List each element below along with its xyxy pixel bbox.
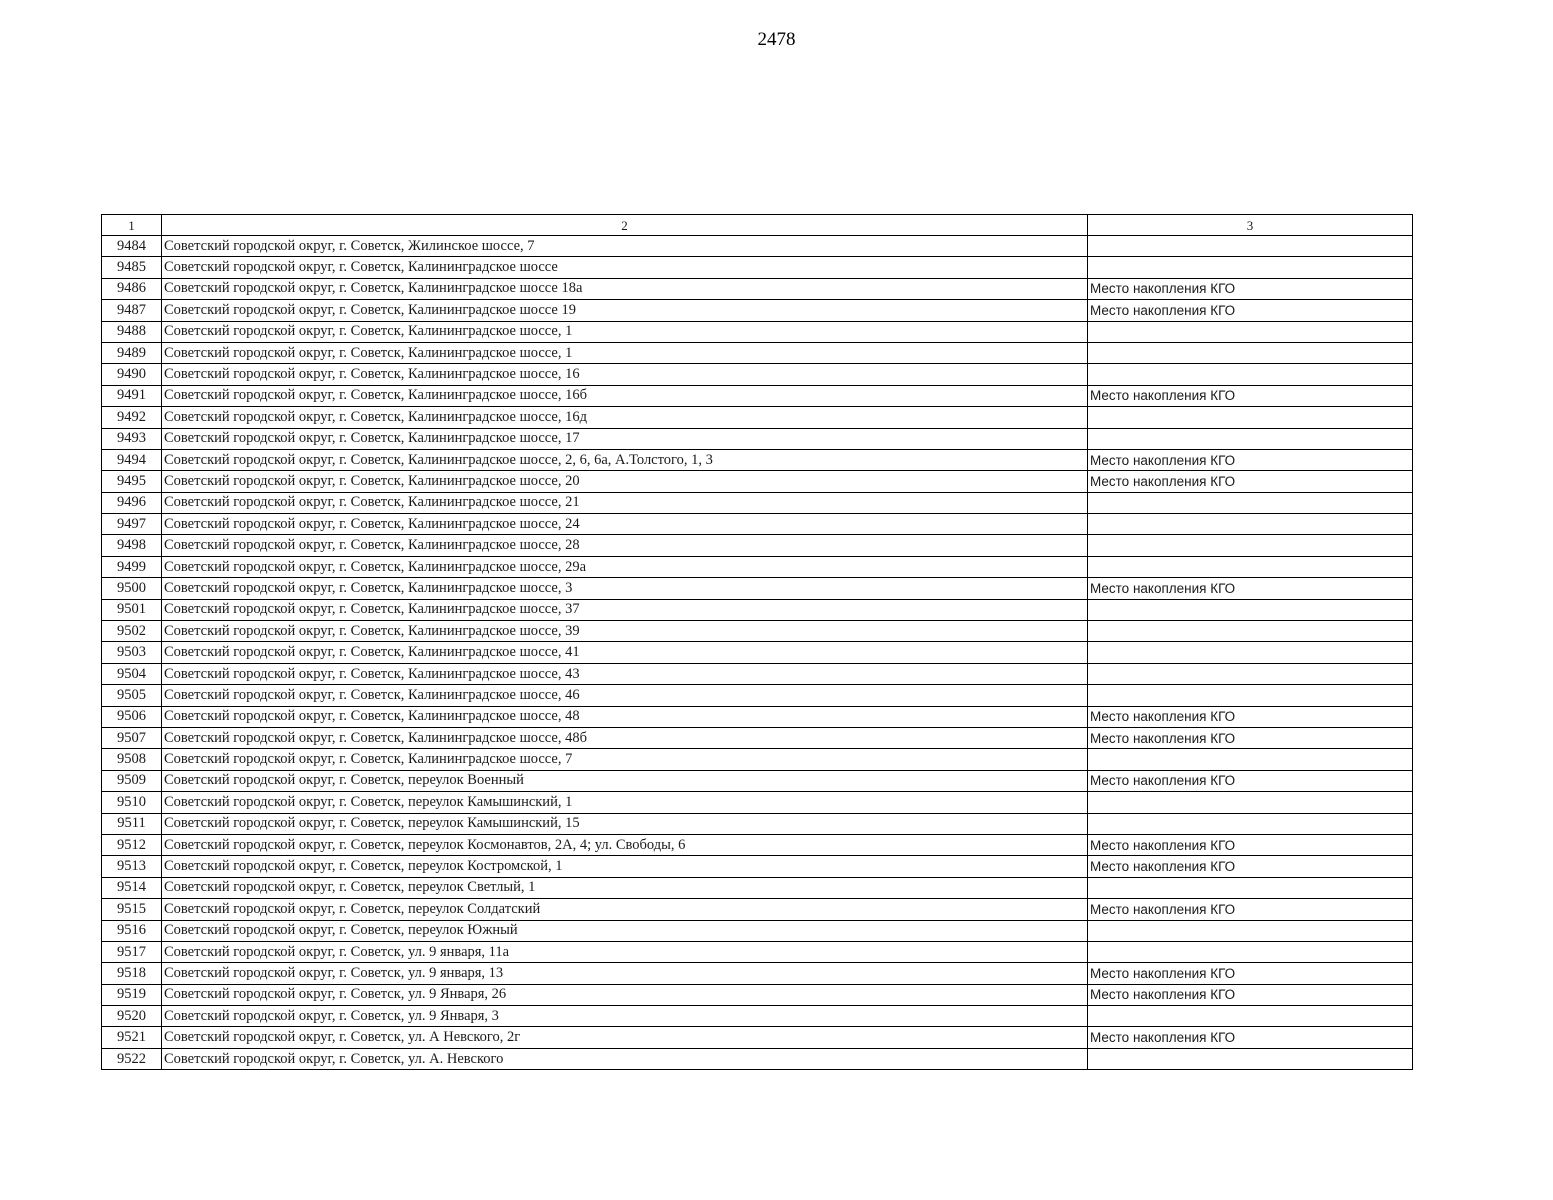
row-address-cell: Советский городской округ, г. Советск, Калининградское шоссе, 48б — [162, 727, 1088, 748]
table-row — [102, 364, 1413, 385]
row-address-cell: Советский городской округ, г. Советск, Жилинское шоссе, 7 — [162, 236, 1088, 257]
row-id-cell: 9512 — [102, 834, 162, 855]
row-note-cell — [1088, 621, 1413, 642]
table-row — [102, 920, 1413, 941]
row-note-cell — [1088, 749, 1413, 770]
row-id-cell: 9520 — [102, 1006, 162, 1027]
row-address-cell: Советский городской округ, г. Советск, Калининградское шоссе, 17 — [162, 428, 1088, 449]
row-note-cell: Место накопления КГО — [1088, 300, 1413, 321]
row-address-cell: Советский городской округ, г. Советск, Калининградское шоссе 18а — [162, 278, 1088, 299]
row-note-cell — [1088, 342, 1413, 363]
table-row — [102, 792, 1413, 813]
row-address-cell: Советский городской округ, г. Советск, Калининградское шоссе, 16 — [162, 364, 1088, 385]
row-address-cell: Советский городской округ, г. Советск, Калининградское шоссе, 3 — [162, 578, 1088, 599]
table-row — [102, 407, 1413, 428]
row-id-cell: 9521 — [102, 1027, 162, 1048]
table-row — [102, 535, 1413, 556]
table-row — [102, 428, 1413, 449]
row-note-cell: Место накопления КГО — [1088, 449, 1413, 470]
row-address-cell: Советский городской округ, г. Советск, переулок Южный — [162, 920, 1088, 941]
address-table — [101, 214, 1413, 1070]
table-row — [102, 1048, 1413, 1069]
row-note-cell: Место накопления КГО — [1088, 899, 1413, 920]
table-row — [102, 556, 1413, 577]
row-id-cell: 9486 — [102, 278, 162, 299]
row-id-cell: 9488 — [102, 321, 162, 342]
page-number: 2478 — [757, 29, 796, 50]
row-id-cell: 9507 — [102, 727, 162, 748]
table-row — [102, 621, 1413, 642]
row-address-cell: Советский городской округ, г. Советск, Калининградское шоссе, 7 — [162, 749, 1088, 770]
row-address-cell: Советский городской округ, г. Советск, переулок Камышинский, 1 — [162, 792, 1088, 813]
table-row — [102, 449, 1413, 470]
row-note-cell — [1088, 257, 1413, 278]
header-col-3: 3 — [1088, 215, 1413, 236]
row-note-cell — [1088, 428, 1413, 449]
row-id-cell: 9515 — [102, 899, 162, 920]
row-note-cell: Место накопления КГО — [1088, 963, 1413, 984]
header-col-2: 2 — [162, 215, 1088, 236]
table-row — [102, 984, 1413, 1005]
row-id-cell: 9504 — [102, 663, 162, 684]
row-address-cell: Советский городской округ, г. Советск, Калининградское шоссе, 24 — [162, 514, 1088, 535]
row-id-cell: 9496 — [102, 492, 162, 513]
row-address-cell: Советский городской округ, г. Советск, Калининградское шоссе, 1 — [162, 321, 1088, 342]
row-address-cell: Советский городской округ, г. Советск, переулок Солдатский — [162, 899, 1088, 920]
row-note-cell: Место накопления КГО — [1088, 706, 1413, 727]
row-id-cell: 9502 — [102, 621, 162, 642]
table-row — [102, 599, 1413, 620]
table-row — [102, 941, 1413, 962]
row-id-cell: 9503 — [102, 642, 162, 663]
row-address-cell: Советский городской округ, г. Советск, Калининградское шоссе, 16д — [162, 407, 1088, 428]
row-address-cell: Советский городской округ, г. Советск, Калининградское шоссе, 39 — [162, 621, 1088, 642]
row-note-cell — [1088, 642, 1413, 663]
row-note-cell — [1088, 236, 1413, 257]
row-id-cell: 9511 — [102, 813, 162, 834]
row-note-cell — [1088, 877, 1413, 898]
table-row — [102, 642, 1413, 663]
row-id-cell: 9493 — [102, 428, 162, 449]
row-id-cell: 9485 — [102, 257, 162, 278]
row-address-cell: Советский городской округ, г. Советск, ул. 9 января, 13 — [162, 963, 1088, 984]
table-row — [102, 813, 1413, 834]
table-row — [102, 471, 1413, 492]
table-row — [102, 834, 1413, 855]
table-row — [102, 492, 1413, 513]
row-address-cell: Советский городской округ, г. Советск, переулок Светлый, 1 — [162, 877, 1088, 898]
row-note-cell — [1088, 556, 1413, 577]
table-row — [102, 749, 1413, 770]
table-row — [102, 278, 1413, 299]
row-note-cell — [1088, 1006, 1413, 1027]
table-row — [102, 1006, 1413, 1027]
row-note-cell: Место накопления КГО — [1088, 385, 1413, 406]
row-id-cell: 9516 — [102, 920, 162, 941]
row-id-cell: 9514 — [102, 877, 162, 898]
row-id-cell: 9500 — [102, 578, 162, 599]
row-note-cell — [1088, 492, 1413, 513]
row-address-cell: Советский городской округ, г. Советск, Калининградское шоссе, 1 — [162, 342, 1088, 363]
row-id-cell: 9487 — [102, 300, 162, 321]
table-row — [102, 877, 1413, 898]
row-id-cell: 9492 — [102, 407, 162, 428]
row-id-cell: 9490 — [102, 364, 162, 385]
row-address-cell: Советский городской округ, г. Советск, переулок Военный — [162, 770, 1088, 791]
row-address-cell: Советский городской округ, г. Советск, Калининградское шоссе 19 — [162, 300, 1088, 321]
row-id-cell: 9519 — [102, 984, 162, 1005]
row-address-cell: Советский городской округ, г. Советск, Калининградское шоссе, 20 — [162, 471, 1088, 492]
row-id-cell: 9522 — [102, 1048, 162, 1069]
row-address-cell: Советский городской округ, г. Советск, переулок Камышинский, 15 — [162, 813, 1088, 834]
table-row — [102, 899, 1413, 920]
row-address-cell: Советский городской округ, г. Советск, ул. 9 Января, 26 — [162, 984, 1088, 1005]
row-note-cell — [1088, 663, 1413, 684]
row-address-cell: Советский городской округ, г. Советск, переулок Космонавтов, 2А, 4; ул. Свободы, 6 — [162, 834, 1088, 855]
row-note-cell: Место накопления КГО — [1088, 834, 1413, 855]
row-address-cell: Советский городской округ, г. Советск, Калининградское шоссе, 21 — [162, 492, 1088, 513]
row-note-cell — [1088, 813, 1413, 834]
row-id-cell: 9505 — [102, 685, 162, 706]
row-note-cell — [1088, 514, 1413, 535]
row-address-cell: Советский городской округ, г. Советск, ул. 9 Января, 3 — [162, 1006, 1088, 1027]
row-note-cell: Место накопления КГО — [1088, 727, 1413, 748]
row-note-cell — [1088, 685, 1413, 706]
table-header-row — [102, 215, 1413, 236]
row-note-cell — [1088, 792, 1413, 813]
table-row — [102, 1027, 1413, 1048]
table-row — [102, 300, 1413, 321]
row-address-cell: Советский городской округ, г. Советск, переулок Костромской, 1 — [162, 856, 1088, 877]
row-id-cell: 9497 — [102, 514, 162, 535]
row-id-cell: 9491 — [102, 385, 162, 406]
row-address-cell: Советский городской округ, г. Советск, ул. А Невского, 2г — [162, 1027, 1088, 1048]
table-row — [102, 663, 1413, 684]
row-id-cell: 9494 — [102, 449, 162, 470]
table-row — [102, 706, 1413, 727]
row-note-cell: Место накопления КГО — [1088, 471, 1413, 492]
row-note-cell — [1088, 599, 1413, 620]
row-id-cell: 9509 — [102, 770, 162, 791]
row-id-cell: 9510 — [102, 792, 162, 813]
row-address-cell: Советский городской округ, г. Советск, ул. А. Невского — [162, 1048, 1088, 1069]
row-note-cell — [1088, 407, 1413, 428]
row-address-cell: Советский городской округ, г. Советск, Калининградское шоссе, 37 — [162, 599, 1088, 620]
row-note-cell — [1088, 535, 1413, 556]
row-address-cell: Советский городской округ, г. Советск, Калининградское шоссе, 29а — [162, 556, 1088, 577]
table-row — [102, 385, 1413, 406]
row-note-cell: Место накопления КГО — [1088, 770, 1413, 791]
row-id-cell: 9501 — [102, 599, 162, 620]
row-address-cell: Советский городской округ, г. Советск, Калининградское шоссе — [162, 257, 1088, 278]
row-id-cell: 9517 — [102, 941, 162, 962]
row-id-cell: 9499 — [102, 556, 162, 577]
row-note-cell — [1088, 321, 1413, 342]
row-address-cell: Советский городской округ, г. Советск, Калининградское шоссе, 2, 6, 6а, А.Толстого, 1, 3 — [162, 449, 1088, 470]
row-address-cell: Советский городской округ, г. Советск, Калининградское шоссе, 28 — [162, 535, 1088, 556]
row-address-cell: Советский городской округ, г. Советск, ул. 9 января, 11а — [162, 941, 1088, 962]
table-row — [102, 578, 1413, 599]
row-id-cell: 9506 — [102, 706, 162, 727]
row-note-cell — [1088, 364, 1413, 385]
row-note-cell — [1088, 941, 1413, 962]
table-row — [102, 856, 1413, 877]
row-address-cell: Советский городской округ, г. Советск, Калининградское шоссе, 46 — [162, 685, 1088, 706]
table-row — [102, 236, 1413, 257]
row-address-cell: Советский городской округ, г. Советск, Калининградское шоссе, 41 — [162, 642, 1088, 663]
row-address-cell: Советский городской округ, г. Советск, Калининградское шоссе, 48 — [162, 706, 1088, 727]
row-id-cell: 9495 — [102, 471, 162, 492]
row-note-cell: Место накопления КГО — [1088, 1027, 1413, 1048]
row-id-cell: 9484 — [102, 236, 162, 257]
row-id-cell: 9513 — [102, 856, 162, 877]
row-note-cell: Место накопления КГО — [1088, 856, 1413, 877]
row-note-cell: Место накопления КГО — [1088, 578, 1413, 599]
row-note-cell: Место накопления КГО — [1088, 984, 1413, 1005]
table-row — [102, 770, 1413, 791]
row-id-cell: 9518 — [102, 963, 162, 984]
row-address-cell: Советский городской округ, г. Советск, Калининградское шоссе, 16б — [162, 385, 1088, 406]
table-row — [102, 963, 1413, 984]
table-body — [102, 215, 1413, 1070]
table-row — [102, 321, 1413, 342]
table-row — [102, 727, 1413, 748]
table-row — [102, 685, 1413, 706]
row-address-cell: Советский городской округ, г. Советск, Калининградское шоссе, 43 — [162, 663, 1088, 684]
row-note-cell — [1088, 920, 1413, 941]
table-row — [102, 342, 1413, 363]
row-id-cell: 9498 — [102, 535, 162, 556]
row-id-cell: 9489 — [102, 342, 162, 363]
row-note-cell: Место накопления КГО — [1088, 278, 1413, 299]
header-col-1: 1 — [102, 215, 162, 236]
table-row — [102, 514, 1413, 535]
row-id-cell: 9508 — [102, 749, 162, 770]
table-row — [102, 257, 1413, 278]
row-note-cell — [1088, 1048, 1413, 1069]
